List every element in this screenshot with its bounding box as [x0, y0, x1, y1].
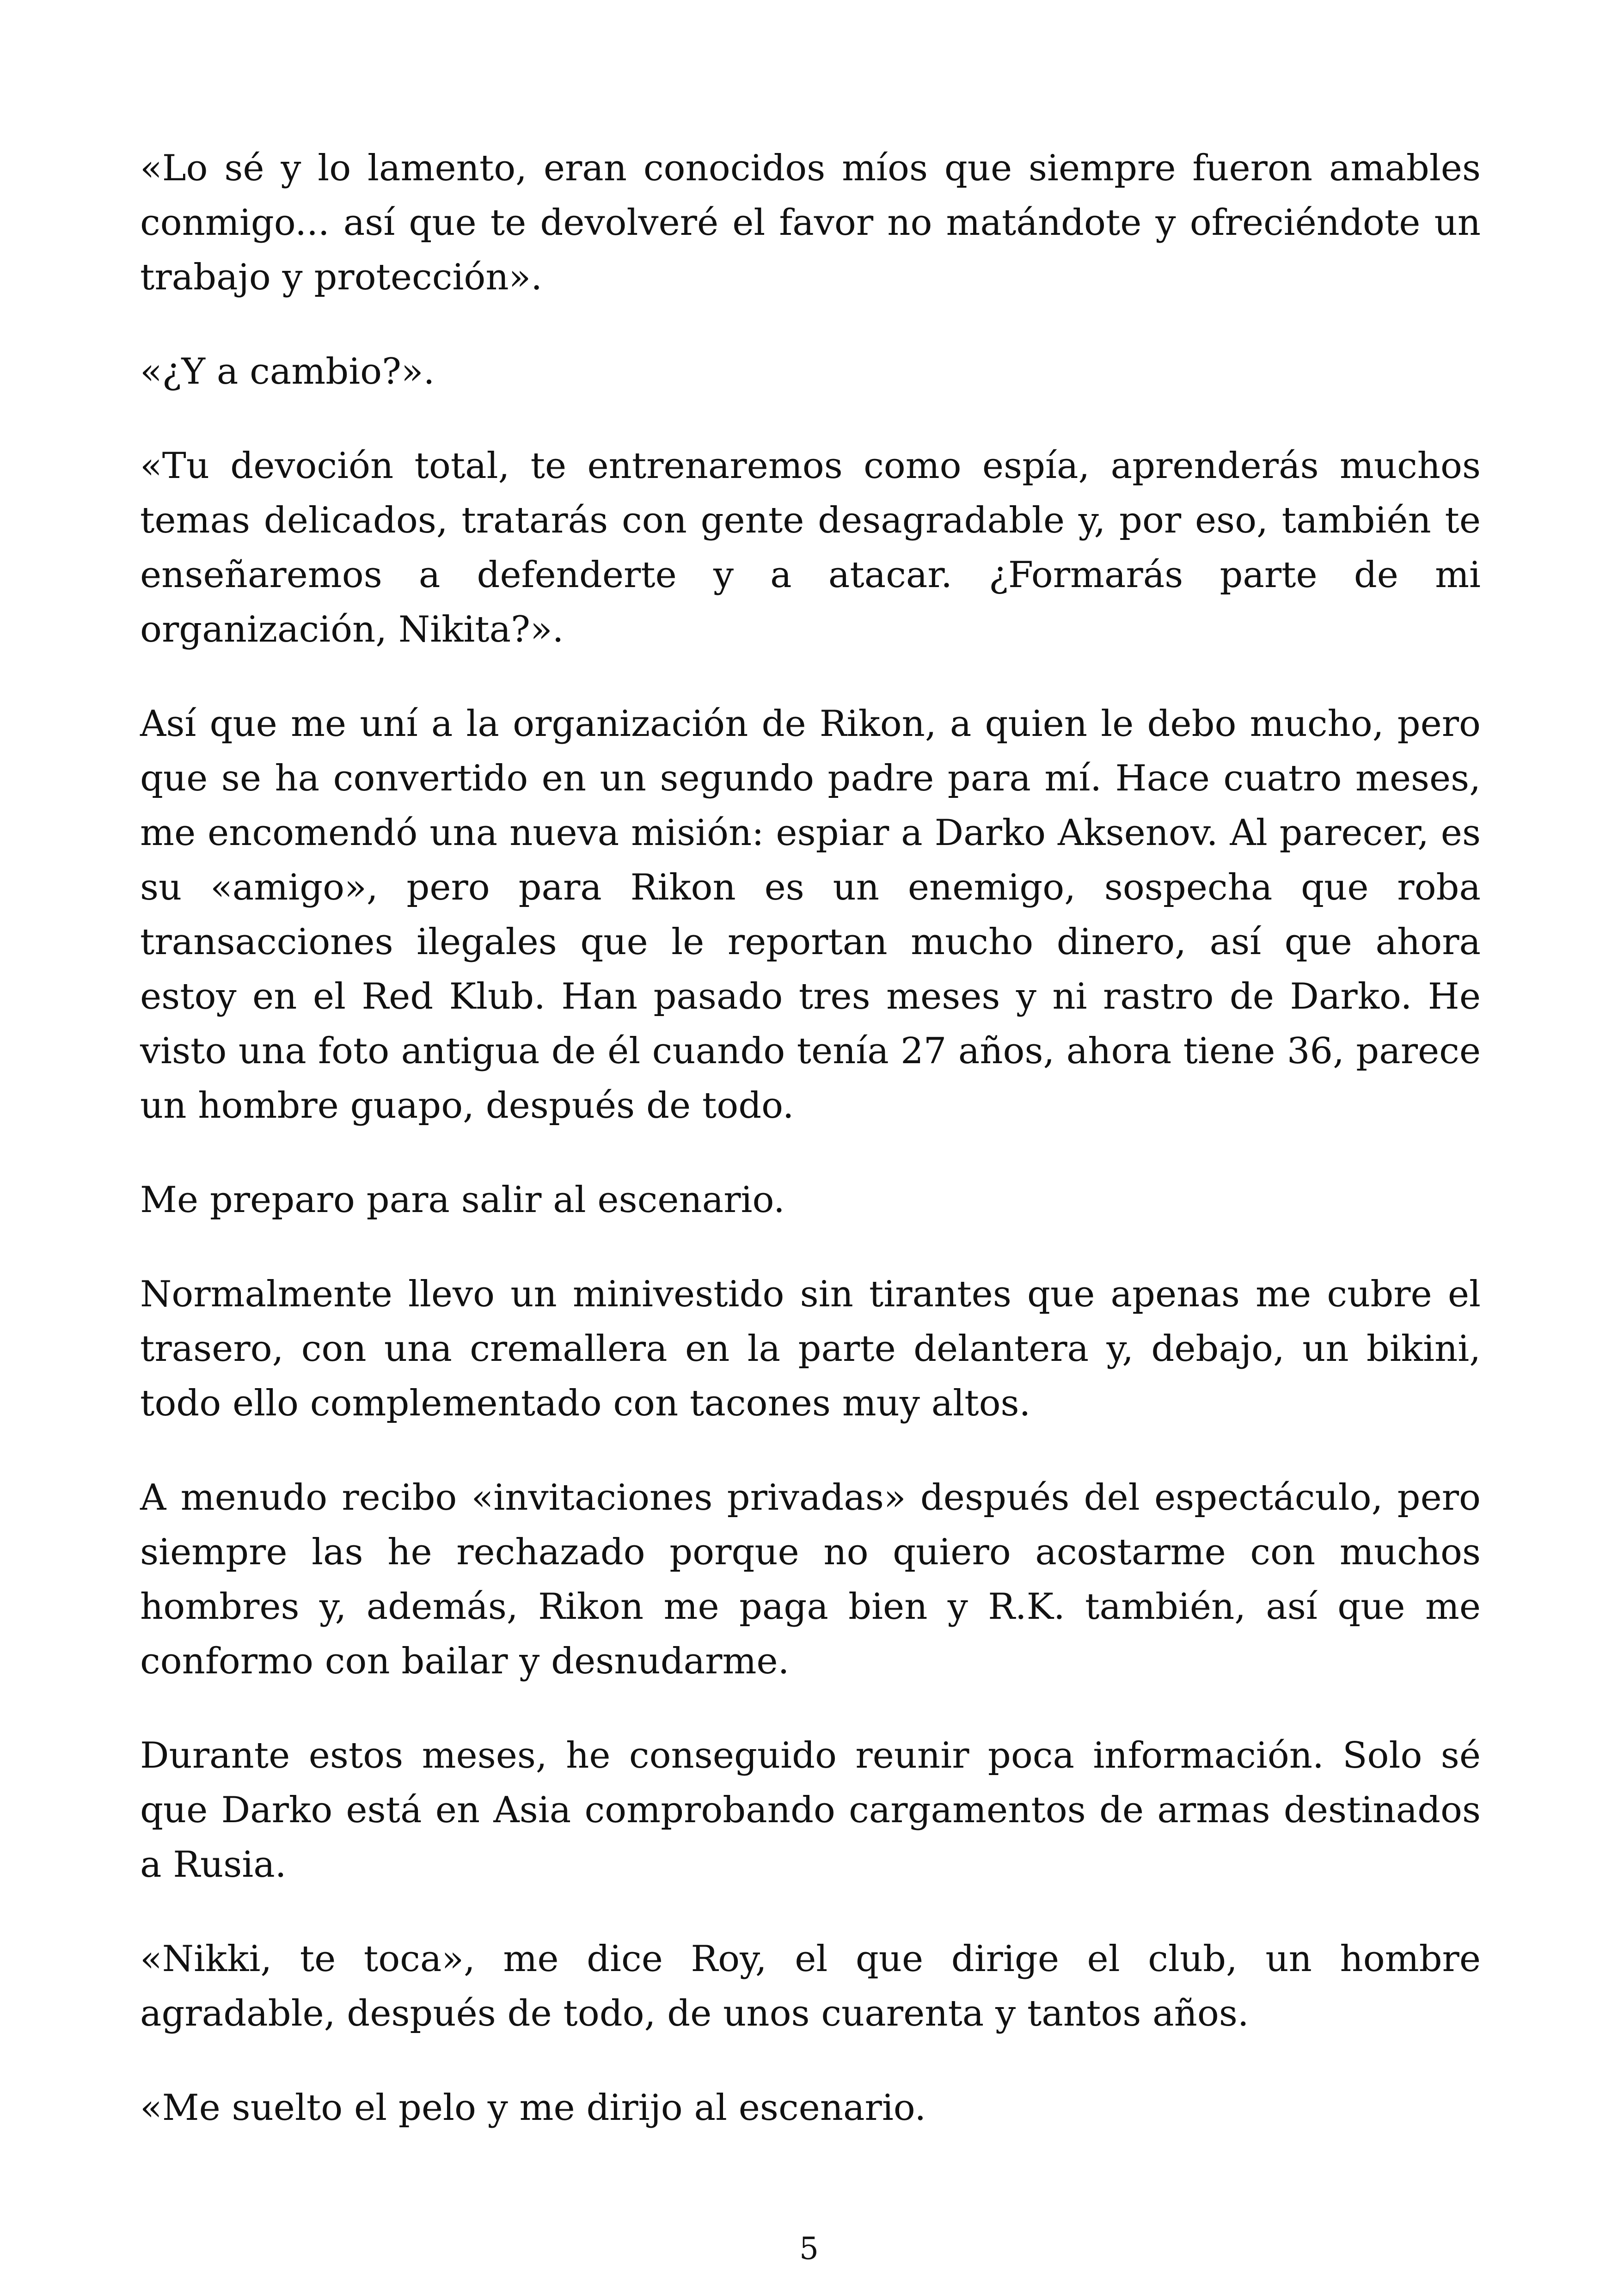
paragraph-5: Me preparo para salir al escenario.	[140, 1179, 785, 1221]
paragraph-2: «¿Y a cambio?».	[140, 351, 435, 392]
paragraph-7: A menudo recibo «invitaciones privadas» después del espectáculo, pero siempre las he rechazado porque no quiero acostarme con muchos hombres y, además, Rikon me paga bien y R.K. también, así que me conformo con bailar y desnudarme.	[140, 1477, 1481, 1682]
paragraph-1: «Lo sé y lo lamento, eran conocidos míos que siempre fueron amables conmigo... así que te devolveré el favor no matándote y ofreciéndote un trabajo y protección».	[140, 147, 1481, 298]
paragraph-8: Durante estos meses, he conseguido reunir poca información. Solo sé que Darko está en Asia comprobando cargamentos de armas destinados a Rusia.	[140, 1735, 1481, 1886]
paragraph-3: «Tu devoción total, te entrenaremos como espía, aprenderás muchos temas delicados, tratarás con gente desagradable y, por eso, también te enseñaremos a defenderte y a atacar. ¿Formarás parte de mi organización, Nikita?».	[140, 445, 1481, 650]
paragraph-9: «Nikki, te toca», me dice Roy, el que dirige el club, un hombre agradable, después de todo, de unos cuarenta y tantos años.	[140, 1938, 1481, 2034]
page-number: 5	[799, 2231, 819, 2266]
paragraph-6: Normalmente llevo un minivestido sin tirantes que apenas me cubre el trasero, con una cremallera en la parte delantera y, debajo, un bikini, todo ello complementado con tacones muy altos.	[140, 1274, 1481, 1424]
body-text	[140, 141, 1481, 2175]
paragraph-4: Así que me uní a la organización de Rikon, a quien le debo mucho, pero que se ha convertido en un segundo padre para mí. Hace cuatro meses, me encomendó una nueva misión: espiar a Darko Aksenov. Al parecer, es su «amigo», pero para Rikon es un enemigo, sospecha que roba transacciones ilegales que le reportan mucho dinero, así que ahora estoy en el Red Klub. Han pasado tres meses y ni rastro de Darko. He visto una foto antigua de él cuando tenía 27 años, ahora tiene 36, parece un hombre guapo, después de todo.	[140, 703, 1481, 1127]
paragraph-10: «Me suelto el pelo y me dirijo al escenario.	[140, 2087, 926, 2129]
